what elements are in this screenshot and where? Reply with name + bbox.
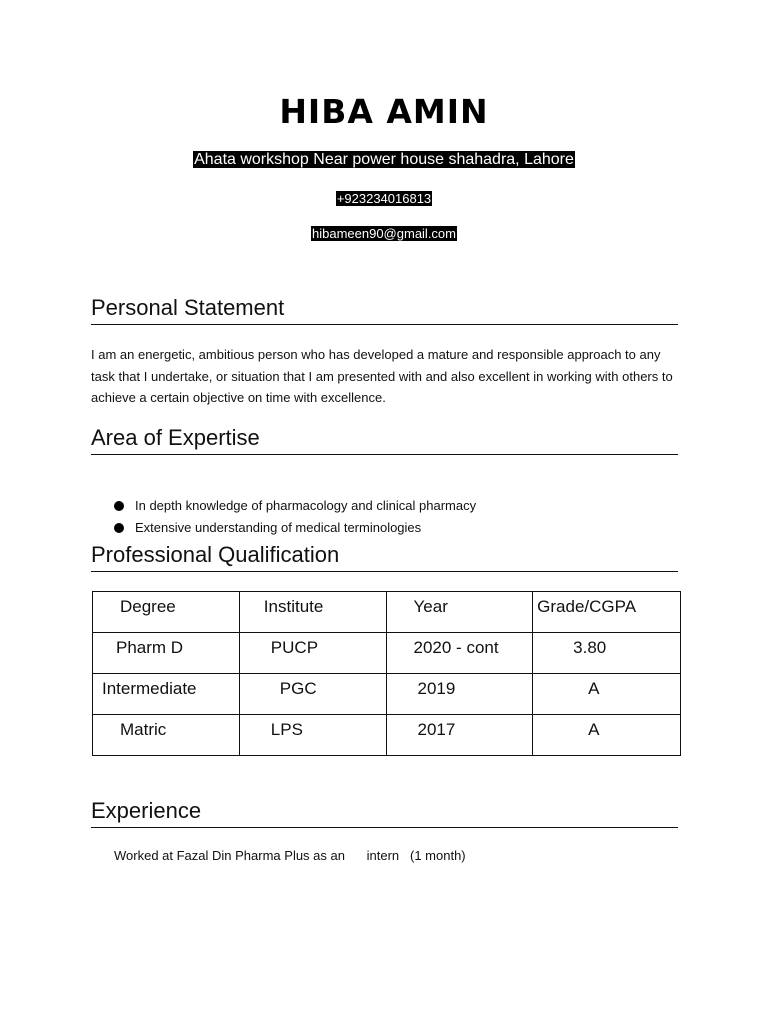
experience-text: Worked at Fazal Din Pharma Plus as an intern (1 month)	[114, 848, 466, 863]
candidate-name: HIBA AMIN	[279, 92, 489, 131]
personal-statement-text: I am an energetic, ambitious person who has developed a mature and responsible approach to any task that I undertake, or situation that I am presented with and also excellent in working with others to achieve a certain objective on time with excellence.	[91, 347, 673, 405]
address-line	[0, 151, 768, 169]
cell-grade: 3.80	[573, 638, 607, 657]
qualification-heading: Professional Qualification	[91, 541, 678, 572]
expertise-list	[113, 495, 476, 538]
personal-statement-heading: Personal Statement	[91, 294, 678, 325]
table-cell	[93, 633, 240, 674]
header-degree: Degree	[120, 597, 176, 616]
header-year: Year	[413, 597, 448, 616]
cell-institute: PGC	[279, 679, 317, 698]
table-cell	[533, 715, 681, 756]
table-row	[93, 674, 681, 715]
cell-degree: Pharm D	[116, 638, 184, 657]
table-row	[93, 633, 681, 674]
table-cell	[93, 674, 240, 715]
table-cell	[533, 633, 681, 674]
cell-year: 2019	[417, 679, 456, 698]
qualification-table	[92, 591, 681, 756]
table-cell	[239, 715, 386, 756]
expertise-item	[113, 517, 476, 539]
bullet-icon	[114, 501, 124, 511]
header-grade: Grade/CGPA	[537, 597, 637, 616]
table-cell	[239, 674, 386, 715]
header-cell	[386, 592, 533, 633]
table-cell	[386, 715, 533, 756]
header-cell	[239, 592, 386, 633]
cell-year: 2017	[417, 720, 456, 739]
table-cell	[386, 674, 533, 715]
cell-grade: A	[588, 720, 600, 739]
table-cell	[533, 674, 681, 715]
phone-text: +923234016813	[336, 191, 432, 206]
bullet-icon	[114, 523, 124, 533]
cell-degree: Intermediate	[102, 679, 197, 698]
cell-grade: A	[588, 679, 600, 698]
email-line	[0, 226, 768, 241]
experience-heading: Experience	[91, 797, 678, 828]
expertise-item-text: Extensive understanding of medical terminologies	[135, 519, 422, 535]
table-cell	[386, 633, 533, 674]
table-cell	[93, 715, 240, 756]
expertise-heading: Area of Expertise	[91, 424, 678, 455]
header-cell	[93, 592, 240, 633]
table-row	[93, 715, 681, 756]
cell-year: 2020 - cont	[413, 638, 499, 657]
cell-degree: Matric	[120, 720, 167, 739]
table-header-row	[93, 592, 681, 633]
address-text: Ahata workshop Near power house shahadra, Lahore	[194, 151, 574, 168]
email-text: hibameen90@gmail.com	[312, 226, 456, 241]
phone-line	[0, 191, 768, 206]
cell-institute: PUCP	[270, 638, 319, 657]
table-cell	[239, 633, 386, 674]
expertise-item-text: In depth knowledge of pharmacology and clinical pharmacy	[135, 498, 477, 513]
header-cell	[533, 592, 681, 633]
header-institute: Institute	[263, 597, 324, 616]
cell-institute: LPS	[270, 720, 303, 739]
expertise-item	[113, 495, 476, 517]
